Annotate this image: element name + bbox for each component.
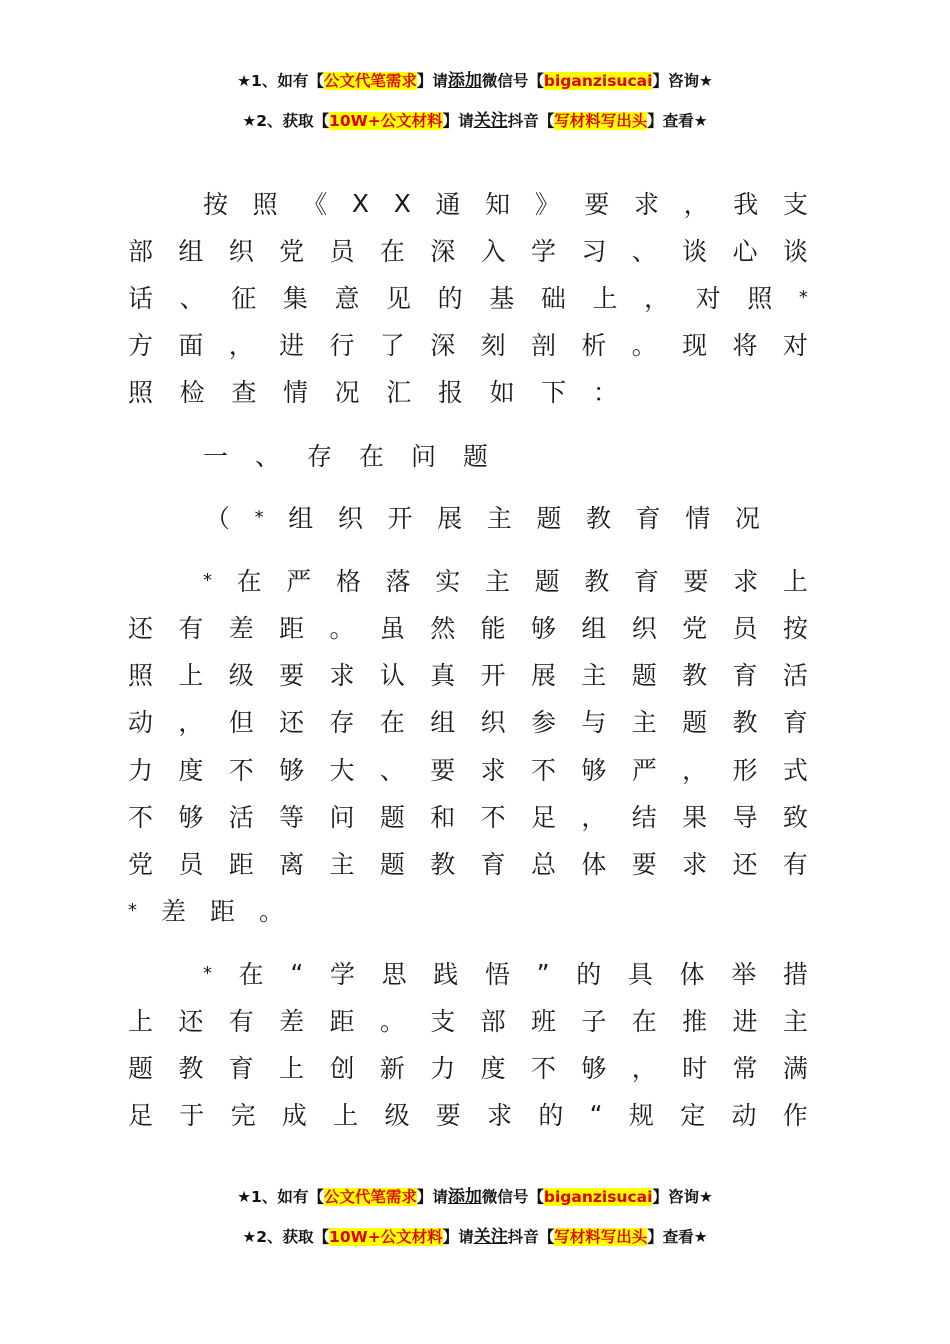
paragraph-line: * 差 距 。 [128,897,285,926]
notice-text: 】请 [442,1228,474,1246]
paragraph-line: 足 于 完 成 上 级 要 求 的 “ 规 定 动 作 [128,1099,808,1130]
douyin-account: 写材料写出头 [554,1228,648,1246]
wechat-id: biganzisucai [543,1188,653,1206]
underlined-text: 关注 [473,1227,508,1247]
footer-notice-line-1 [0,1186,950,1208]
highlight-text: 公文代笔需求 [323,72,417,90]
notice-text: 抖音【 [507,112,555,130]
paragraph-line: 不 够 活 等 问 题 和 不 足 ， 结 果 导 致 [128,803,808,832]
notice-text: 】请 [442,112,474,130]
underlined-text: 关注 [473,111,508,131]
notice-text: 】查看★ [647,1228,708,1246]
paragraph-line: 照 上 级 要 求 认 真 开 展 主 题 教 育 活 [128,661,808,690]
paragraph-line: 题 教 育 上 创 新 力 度 不 够 ， 时 常 满 [128,1054,808,1083]
paragraph-line: 还 有 差 距 。 虽 然 能 够 组 织 党 员 按 [128,614,808,643]
notice-text: 】请 [416,1188,448,1206]
paragraph-line: * 在 “ 学 思 践 悟 ” 的 具 体 举 措 [203,958,808,989]
notice-text: 】咨询★ [652,1188,713,1206]
highlight-text: 10W+公文材料 [329,112,443,130]
paragraph-line: 上 还 有 差 距 。 支 部 班 子 在 推 进 主 [128,1007,808,1036]
highlight-text: 10W+公文材料 [329,1228,443,1246]
paragraph-line: 部 组 织 党 员 在 深 入 学 习 、 谈 心 谈 [128,237,808,266]
wechat-id: biganzisucai [543,72,653,90]
paragraph-line: * 在 严 格 落 实 主 题 教 育 要 求 上 [203,567,808,596]
underlined-text: 添加 [447,71,482,91]
paragraph-line: 动 ， 但 还 存 在 组 织 参 与 主 题 教 育 [128,708,808,737]
paragraph-line: 照 检 查 情 况 汇 报 如 下 ： [128,378,618,407]
notice-text: ★1、如有【 [237,72,324,90]
paragraph-line: 按 照 《 X X 通 知 》 要 求 ， 我 支 [203,188,808,219]
underlined-text: 添加 [447,1187,482,1207]
paragraph-line: 力 度 不 够 大 、 要 求 不 够 严 ， 形 式 [128,756,808,785]
notice-text: ★2、获取【 [242,1228,330,1246]
header-notice-line-2 [0,110,950,132]
paragraph-line: （ * 组 织 开 展 主 题 教 育 情 况 [205,504,760,533]
notice-text: 】请 [416,72,448,90]
notice-text: 】咨询★ [652,72,713,90]
paragraph-line: 党 员 距 离 主 题 教 育 总 体 要 求 还 有 [128,850,808,879]
notice-text: ★1、如有【 [237,1188,324,1206]
notice-text: 微信号【 [481,1188,544,1206]
paragraph-line: 一 、 存 在 问 题 [203,442,488,471]
notice-text: ★2、获取【 [242,112,330,130]
footer-notice-line-2 [0,1226,950,1248]
douyin-account: 写材料写出头 [554,112,648,130]
notice-text: 抖音【 [507,1228,555,1246]
highlight-text: 公文代笔需求 [323,1188,417,1206]
paragraph-line: 方 面 ， 进 行 了 深 刻 剖 析 。 现 将 对 [128,331,808,360]
notice-text: 微信号【 [481,72,544,90]
paragraph-line: 话 、 征 集 意 见 的 基 础 上 ， 对 照 * [128,284,808,313]
header-notice-line-1 [0,70,950,92]
notice-text: 】查看★ [647,112,708,130]
